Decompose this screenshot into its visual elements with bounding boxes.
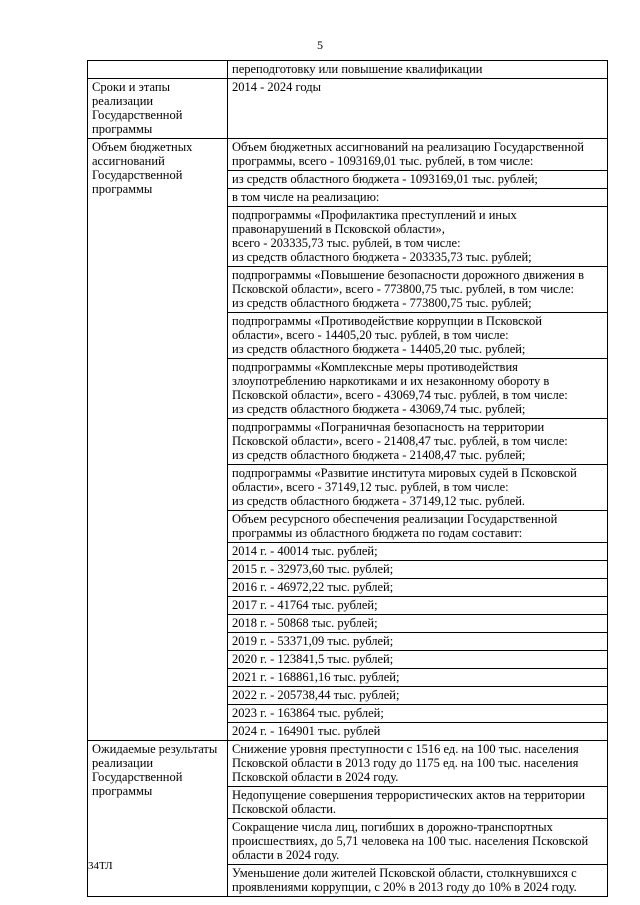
row-label-line: программы bbox=[92, 122, 153, 136]
content-line: 2020 г. - 123841,5 тыс. рублей; bbox=[232, 652, 394, 666]
content-line: подпрограммы «Развитие института мировых судей в Псковской bbox=[232, 466, 577, 480]
program-passport-table bbox=[87, 60, 608, 897]
content-line: из средств областного бюджета - 21408,47 тыс. рублей; bbox=[232, 448, 526, 462]
content-line: программы из областного бюджета по годам составит: bbox=[232, 526, 523, 540]
content-paragraph bbox=[228, 651, 607, 669]
row-label-cell bbox=[88, 139, 228, 741]
row-content-cell bbox=[228, 79, 608, 139]
content-paragraph bbox=[228, 171, 607, 189]
content-paragraph bbox=[228, 615, 607, 633]
content-line: Уменьшение доли жителей Псковской области, столкнувшихся с bbox=[232, 866, 577, 880]
row-label-line: Государственной bbox=[92, 108, 183, 122]
content-paragraph bbox=[228, 207, 607, 267]
content-line: области», всего - 14405,20 тыс. рублей, в том числе: bbox=[232, 328, 509, 342]
row-label-line: программы bbox=[92, 182, 153, 196]
content-line: из средств областного бюджета - 203335,73 тыс. рублей; bbox=[232, 250, 532, 264]
content-line: Объем ресурсного обеспечения реализации Государственной bbox=[232, 512, 558, 526]
content-line: программы, всего - 1093169,01 тыс. рублей, в том числе: bbox=[232, 154, 534, 168]
content-line: подпрограммы «Противодействие коррупции в Псковской bbox=[232, 314, 542, 328]
content-paragraph bbox=[228, 511, 607, 543]
row-label-line: реализации bbox=[92, 94, 154, 108]
content-line: подпрограммы «Комплексные меры противодействия bbox=[232, 360, 518, 374]
content-paragraph bbox=[228, 865, 607, 896]
content-line: Снижение уровня преступности с 1516 ед. на 100 тыс. населения bbox=[232, 742, 579, 756]
content-line: 2014 г. - 40014 тыс. рублей; bbox=[232, 544, 378, 558]
content-line: происшествиях, до 5,71 человека на 100 тыс. населения Псковской bbox=[232, 834, 589, 848]
content-line: из средств областного бюджета - 14405,20 тыс. рублей; bbox=[232, 342, 526, 356]
content-line: в том числе на реализацию: bbox=[232, 190, 380, 204]
content-paragraph bbox=[228, 61, 607, 78]
content-line: 2017 г. - 41764 тыс. рублей; bbox=[232, 598, 378, 612]
content-paragraph bbox=[228, 79, 607, 96]
table-row bbox=[88, 79, 608, 139]
content-paragraph bbox=[228, 543, 607, 561]
content-paragraph bbox=[228, 705, 607, 723]
content-line: правонарушений в Псковской области», bbox=[232, 222, 445, 236]
content-line: 2016 г. - 46972,22 тыс. рублей; bbox=[232, 580, 394, 594]
content-paragraph bbox=[228, 687, 607, 705]
document-code: 34ТЛ bbox=[88, 860, 113, 872]
row-content-cell bbox=[228, 139, 608, 741]
row-label-line: Государственной bbox=[92, 770, 183, 784]
row-label-line: Государственной bbox=[92, 168, 183, 182]
row-label-line: реализации bbox=[92, 756, 154, 770]
content-paragraph bbox=[228, 139, 607, 171]
content-line: 2014 - 2024 годы bbox=[232, 80, 322, 94]
row-label-line: программы bbox=[92, 784, 153, 798]
content-line: 2023 г. - 163864 тыс. рублей; bbox=[232, 706, 384, 720]
content-paragraph bbox=[228, 419, 607, 465]
content-line: 2015 г. - 32973,60 тыс. рублей; bbox=[232, 562, 394, 576]
content-line: области в 2024 году. bbox=[232, 848, 340, 862]
row-label-cell bbox=[88, 741, 228, 897]
row-label-cell bbox=[88, 79, 228, 139]
content-paragraph bbox=[228, 561, 607, 579]
content-line: Сокращение числа лиц, погибших в дорожно-транспортных bbox=[232, 820, 553, 834]
content-line: проявлениями коррупции, с 20% в 2013 году до 10% в 2024 году. bbox=[232, 880, 577, 894]
content-line: Псковской области. bbox=[232, 802, 337, 816]
row-content-cell bbox=[228, 61, 608, 79]
row-label-line: ассигнований bbox=[92, 154, 165, 168]
content-line: Объем бюджетных ассигнований на реализацию Государственной bbox=[232, 140, 584, 154]
content-paragraph bbox=[228, 267, 607, 313]
content-line: злоупотреблению наркотиками и их незаконному обороту в bbox=[232, 374, 550, 388]
content-line: 2022 г. - 205738,44 тыс. рублей; bbox=[232, 688, 400, 702]
content-line: Недопущение совершения террористических актов на территории bbox=[232, 788, 586, 802]
content-line: переподготовку или повышение квалификации bbox=[232, 62, 483, 76]
content-line: из средств областного бюджета - 1093169,01 тыс. рублей; bbox=[232, 172, 538, 186]
content-line: подпрограммы «Пограничная безопасность на территории bbox=[232, 420, 545, 434]
content-paragraph bbox=[228, 579, 607, 597]
content-line: подпрограммы «Профилактика преступлений и иных bbox=[232, 208, 517, 222]
content-line: Псковской области в 2024 году. bbox=[232, 770, 399, 784]
table-row bbox=[88, 139, 608, 741]
content-paragraph bbox=[228, 787, 607, 819]
row-label-cell bbox=[88, 61, 228, 79]
table-row bbox=[88, 741, 608, 897]
page-number: 5 bbox=[317, 38, 323, 52]
content-paragraph bbox=[228, 741, 607, 787]
content-line: из средств областного бюджета - 37149,12 тыс. рублей. bbox=[232, 494, 526, 508]
content-paragraph bbox=[228, 313, 607, 359]
content-paragraph bbox=[228, 669, 607, 687]
content-paragraph bbox=[228, 723, 607, 740]
content-line: 2019 г. - 53371,09 тыс. рублей; bbox=[232, 634, 394, 648]
content-paragraph bbox=[228, 465, 607, 511]
content-paragraph bbox=[228, 819, 607, 865]
content-line: 2024 г. - 164901 тыс. рублей bbox=[232, 724, 381, 738]
content-paragraph bbox=[228, 633, 607, 651]
row-content-cell bbox=[228, 741, 608, 897]
content-line: 2018 г. - 50868 тыс. рублей; bbox=[232, 616, 378, 630]
content-line: Псковской области», всего - 773800,75 тыс. рублей, в том числе: bbox=[232, 282, 574, 296]
row-label-line: Ожидаемые результаты bbox=[92, 742, 218, 756]
content-line: из средств областного бюджета - 43069,74 тыс. рублей; bbox=[232, 402, 526, 416]
content-line: Псковской области», всего - 43069,74 тыс. рублей, в том числе: bbox=[232, 388, 568, 402]
content-paragraph bbox=[228, 359, 607, 419]
content-line: 2021 г. - 168861,16 тыс. рублей; bbox=[232, 670, 400, 684]
row-label-line: Объем бюджетных bbox=[92, 140, 193, 154]
content-line: Псковской области в 2013 году до 1175 ед. на 100 тыс. населения bbox=[232, 756, 579, 770]
content-line: из средств областного бюджета - 773800,75 тыс. рублей; bbox=[232, 296, 532, 310]
table-row bbox=[88, 61, 608, 79]
content-paragraph bbox=[228, 189, 607, 207]
content-paragraph bbox=[228, 597, 607, 615]
content-line: всего - 203335,73 тыс. рублей, в том числе: bbox=[232, 236, 461, 250]
content-line: подпрограммы «Повышение безопасности дорожного движения в bbox=[232, 268, 585, 282]
content-line: области», всего - 37149,12 тыс. рублей, в том числе: bbox=[232, 480, 509, 494]
row-label-line: Сроки и этапы bbox=[92, 80, 170, 94]
content-line: Псковской области», всего - 21408,47 тыс. рублей, в том числе: bbox=[232, 434, 568, 448]
